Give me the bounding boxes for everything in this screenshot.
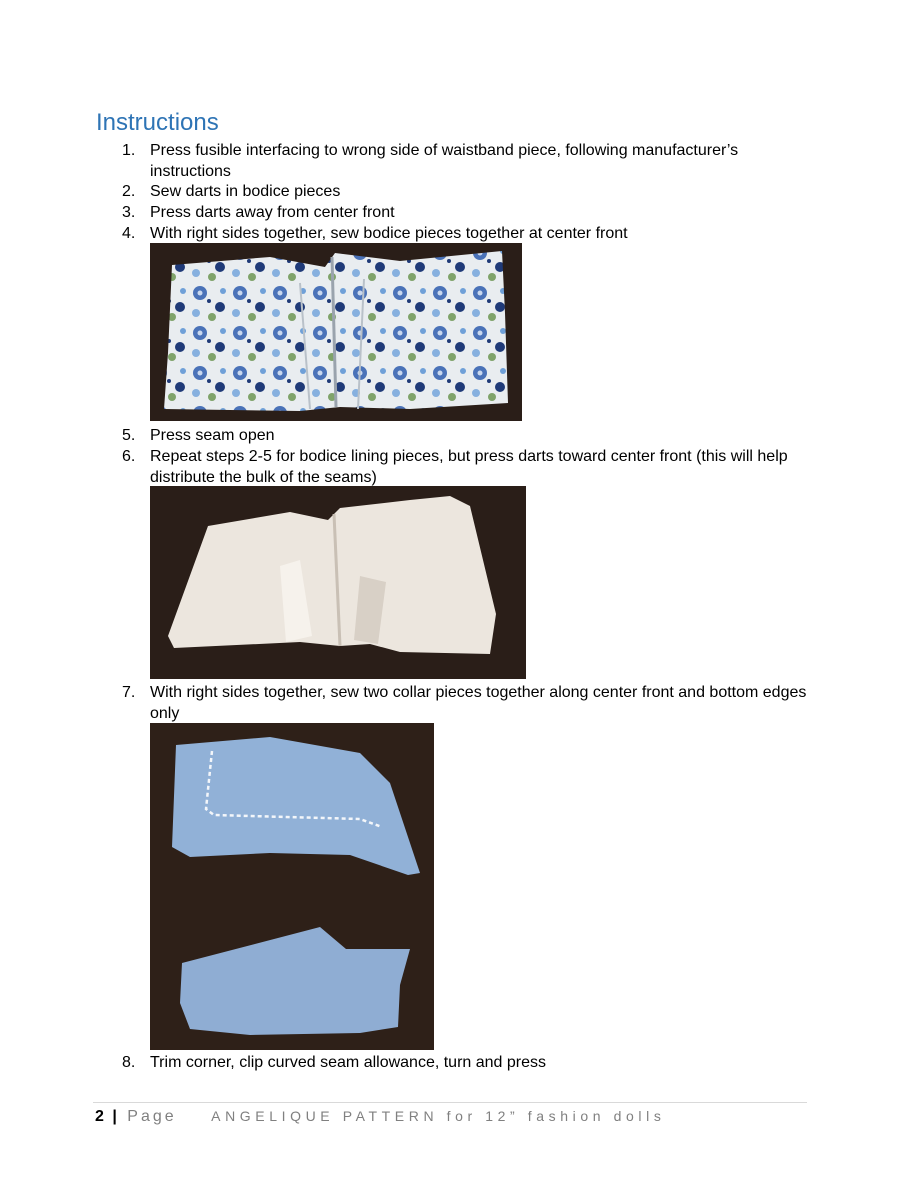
footer-divider bbox=[93, 1102, 807, 1103]
step-text: Press fusible interfacing to wrong side of waistband piece, following manufacturer’s instructions bbox=[150, 142, 739, 180]
step-3 bbox=[122, 202, 812, 223]
step-8 bbox=[122, 1052, 812, 1073]
footer-separator: | bbox=[112, 1108, 117, 1125]
page-number: 2 bbox=[95, 1108, 104, 1125]
step-1 bbox=[122, 140, 812, 182]
page-label: Page bbox=[127, 1108, 177, 1125]
document-title: ANGELIQUE PATTERN for 12” fashion dolls bbox=[211, 1108, 666, 1124]
step-text: Repeat steps 2-5 for bodice lining pieces, but press darts toward center front (this will help distribute the bulk of the seams) bbox=[150, 448, 788, 486]
step-text: With right sides together, sew two collar pieces together along center front and bottom edges only bbox=[150, 684, 807, 722]
step-4 bbox=[122, 223, 812, 244]
step-number: 1. bbox=[122, 142, 136, 159]
step-number: 2. bbox=[122, 183, 136, 200]
step-number: 6. bbox=[122, 448, 136, 465]
step-number: 8. bbox=[122, 1054, 136, 1071]
step-number: 4. bbox=[122, 225, 136, 242]
step-7 bbox=[122, 682, 812, 724]
step-5 bbox=[122, 425, 812, 446]
step-text: Press seam open bbox=[150, 427, 275, 444]
step-text: Press darts away from center front bbox=[150, 204, 395, 221]
step-number: 7. bbox=[122, 684, 136, 701]
step-2 bbox=[122, 181, 812, 202]
page-footer bbox=[95, 1106, 665, 1127]
step-number: 3. bbox=[122, 204, 136, 221]
collar-pieces-photo bbox=[150, 723, 434, 1050]
step-text: With right sides together, sew bodice pieces together at center front bbox=[150, 225, 628, 242]
step-text: Trim corner, clip curved seam allowance, turn and press bbox=[150, 1054, 547, 1071]
section-heading: Instructions bbox=[96, 109, 219, 136]
step-text: Sew darts in bodice pieces bbox=[150, 183, 341, 200]
bodice-lining-photo bbox=[150, 486, 526, 679]
bodice-front-photo bbox=[150, 243, 522, 421]
step-number: 5. bbox=[122, 427, 136, 444]
step-6 bbox=[122, 446, 812, 488]
